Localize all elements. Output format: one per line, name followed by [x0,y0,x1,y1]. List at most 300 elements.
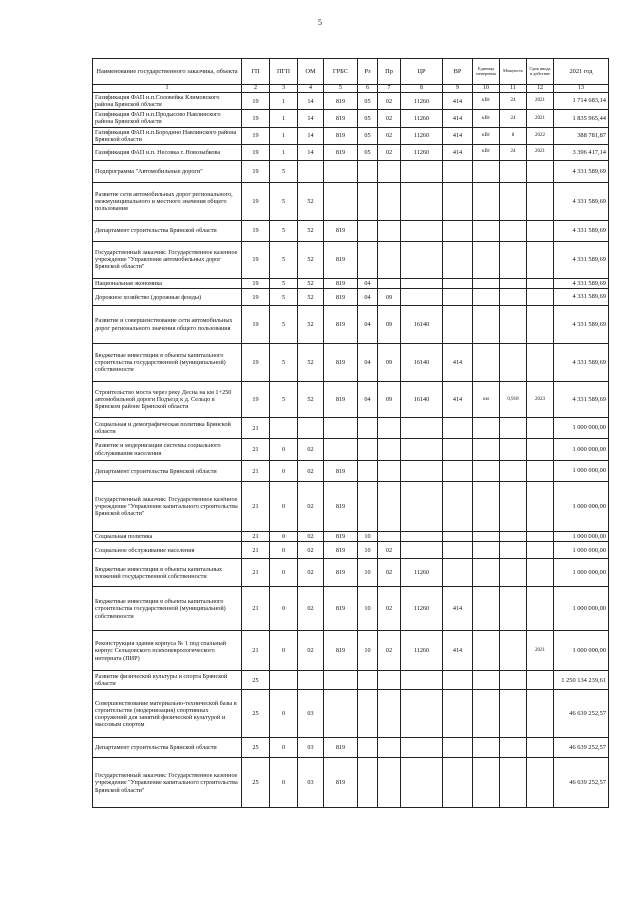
cell-pr: 09 [378,344,401,382]
cell-vr [443,690,473,738]
cell-pr: 02 [378,93,401,110]
cell-amount: 1 835 965,44 [554,110,609,127]
col-number: 8 [401,85,443,93]
table-row [93,758,609,808]
cell-om: 02 [298,542,324,559]
cell-pr [378,671,401,690]
cell-gp: 21 [242,439,270,461]
cell-pgp: 5 [270,182,298,220]
cell-gp: 21 [242,461,270,482]
cell-cr: 11260 [401,144,443,160]
cell-om: 14 [298,144,324,160]
cell-grbs: 819 [324,127,358,144]
cell-pgp: 5 [270,382,298,418]
cell-vr [443,461,473,482]
row-name: Газификация ФАП н.п.Бородино Навлинского района Брянской области [93,127,242,144]
cell-unit [473,289,500,306]
row-name: Дорожное хозяйство (дорожные фонды) [93,289,242,306]
cell-rz [358,241,378,278]
cell-power [500,289,527,306]
cell-om [298,418,324,439]
cell-rz: 05 [358,93,378,110]
cell-unit [473,241,500,278]
cell-pgp [270,418,298,439]
cell-cr: 11260 [401,587,443,631]
cell-vr [443,671,473,690]
cell-vr [443,220,473,241]
cell-pgp: 0 [270,542,298,559]
cell-rz [358,482,378,532]
cell-unit [473,758,500,808]
cell-om [298,160,324,182]
header-rz: Рз [358,59,378,85]
cell-om: 52 [298,382,324,418]
cell-rz [358,758,378,808]
cell-term [527,542,554,559]
cell-grbs [324,690,358,738]
cell-unit [473,278,500,288]
col-number: 3 [270,85,298,93]
table-row [93,220,609,241]
cell-grbs [324,439,358,461]
cell-pgp: 0 [270,461,298,482]
cell-pr [378,278,401,288]
cell-rz: 10 [358,532,378,542]
cell-gp: 19 [242,241,270,278]
cell-pgp [270,671,298,690]
row-name: Бюджетные инвестиции в объекты капитального строительства государственной (муниципальной) собственности [93,587,242,631]
col-number: 9 [443,85,473,93]
cell-term [527,482,554,532]
cell-grbs [324,418,358,439]
cell-gp: 19 [242,278,270,288]
cell-unit [473,344,500,382]
cell-pr [378,182,401,220]
cell-cr: 11260 [401,631,443,671]
row-name: Развитие и модернизация системы социального обслуживания населения [93,439,242,461]
cell-rz [358,418,378,439]
cell-pr: 02 [378,587,401,631]
cell-unit [473,182,500,220]
cell-term [527,532,554,542]
cell-pr: 02 [378,144,401,160]
cell-vr: 414 [443,93,473,110]
cell-grbs: 819 [324,559,358,587]
cell-rz [358,220,378,241]
cell-unit [473,671,500,690]
table-row [93,382,609,418]
row-name: Газификация ФАП н.п.Соловейка Климовского района Брянской области [93,93,242,110]
header-vr: ВР [443,59,473,85]
cell-om: 02 [298,559,324,587]
cell-pgp: 5 [270,306,298,344]
cell-vr: 414 [443,382,473,418]
cell-unit [473,461,500,482]
header-grbs: ГРБС [324,59,358,85]
row-name: Департамент строительства Брянской области [93,738,242,758]
cell-grbs: 819 [324,93,358,110]
cell-unit: кВт [473,110,500,127]
cell-pr [378,738,401,758]
cell-grbs [324,160,358,182]
cell-term [527,182,554,220]
cell-pgp: 5 [270,278,298,288]
cell-pgp: 1 [270,144,298,160]
table-row [93,289,609,306]
table-row [93,738,609,758]
cell-power [500,278,527,288]
cell-pr [378,690,401,738]
cell-pr: 02 [378,110,401,127]
cell-gp: 19 [242,382,270,418]
cell-term [527,559,554,587]
header-gp: ГП [242,59,270,85]
cell-pgp: 1 [270,127,298,144]
cell-vr: 414 [443,344,473,382]
cell-om: 03 [298,738,324,758]
cell-unit: кВт [473,93,500,110]
cell-term [527,160,554,182]
cell-pgp: 0 [270,631,298,671]
cell-om: 14 [298,110,324,127]
cell-pgp: 5 [270,241,298,278]
cell-vr [443,559,473,587]
cell-gp: 21 [242,482,270,532]
cell-gp: 19 [242,144,270,160]
cell-amount: 1 000 000,00 [554,482,609,532]
cell-rz [358,738,378,758]
cell-power: 24 [500,144,527,160]
cell-cr: 11260 [401,110,443,127]
table-row [93,144,609,160]
table-row [93,182,609,220]
col-number: 6 [358,85,378,93]
cell-gp: 19 [242,182,270,220]
cell-amount: 1 000 000,00 [554,587,609,631]
cell-term [527,439,554,461]
cell-power: 24 [500,93,527,110]
cell-pr: 09 [378,382,401,418]
cell-gp: 21 [242,587,270,631]
cell-unit [473,587,500,631]
col-number: 2 [242,85,270,93]
row-name: Социальная и демографическая политика Брянской области [93,418,242,439]
col-number: 10 [473,85,500,93]
cell-om: 52 [298,278,324,288]
cell-vr: 414 [443,127,473,144]
cell-pgp: 5 [270,160,298,182]
row-name: Развитие и совершенствование сети автомобильных дорог регионального значения общего пользования [93,306,242,344]
cell-vr [443,532,473,542]
cell-amount: 46 639 252,57 [554,690,609,738]
cell-cr [401,182,443,220]
table-row [93,110,609,127]
cell-term: 2021 [527,144,554,160]
cell-power [500,344,527,382]
cell-om [298,671,324,690]
cell-pgp: 5 [270,344,298,382]
cell-vr [443,439,473,461]
cell-amount: 46 639 252,57 [554,758,609,808]
cell-power [500,671,527,690]
cell-pgp: 0 [270,559,298,587]
row-name: Бюджетные инвестиции в объекты капитальных вложений государственной собственности [93,559,242,587]
cell-power [500,559,527,587]
header-pr: Пр [378,59,401,85]
cell-term [527,461,554,482]
cell-cr: 16140 [401,344,443,382]
cell-grbs: 819 [324,482,358,532]
col-number: 1 [93,85,242,93]
cell-pgp: 0 [270,738,298,758]
page-number: 5 [318,18,322,27]
cell-grbs: 819 [324,738,358,758]
cell-pr [378,758,401,808]
cell-vr [443,182,473,220]
table-row [93,542,609,559]
cell-cr [401,738,443,758]
cell-vr: 414 [443,631,473,671]
cell-vr [443,482,473,532]
cell-unit [473,532,500,542]
cell-om: 52 [298,241,324,278]
cell-unit [473,439,500,461]
cell-rz: 10 [358,559,378,587]
table-row [93,587,609,631]
cell-rz: 10 [358,587,378,631]
cell-amount: 4 331 589,69 [554,289,609,306]
table-row [93,532,609,542]
cell-power [500,482,527,532]
table-row [93,278,609,288]
cell-pgp: 1 [270,93,298,110]
cell-om: 02 [298,482,324,532]
cell-unit [473,542,500,559]
cell-rz [358,160,378,182]
cell-power [500,587,527,631]
cell-vr [443,306,473,344]
cell-cr [401,160,443,182]
col-number: 5 [324,85,358,93]
row-name: Строительство моста через реку Десна на км 1+250 автомобильной дороги Подъезд к д. Сельцо в Брянском районе Брянской области [93,382,242,418]
cell-grbs: 819 [324,278,358,288]
cell-amount: 1 000 000,00 [554,631,609,671]
cell-term: 2021 [527,631,554,671]
cell-gp: 25 [242,758,270,808]
cell-pr [378,241,401,278]
cell-gp: 21 [242,532,270,542]
cell-unit [473,482,500,532]
cell-cr: 11260 [401,93,443,110]
table-row [93,461,609,482]
cell-amount: 4 331 589,69 [554,278,609,288]
cell-om: 02 [298,461,324,482]
cell-amount: 1 000 000,00 [554,559,609,587]
cell-power: 0,918 [500,382,527,418]
cell-cr [401,461,443,482]
cell-cr: 11260 [401,127,443,144]
cell-grbs: 819 [324,110,358,127]
cell-om: 14 [298,93,324,110]
cell-power [500,631,527,671]
cell-unit [473,418,500,439]
cell-grbs: 819 [324,220,358,241]
cell-term: 2021 [527,110,554,127]
cell-grbs: 819 [324,532,358,542]
cell-pgp: 1 [270,110,298,127]
cell-term [527,418,554,439]
col-number: 7 [378,85,401,93]
table-row [93,631,609,671]
cell-amount: 4 331 589,69 [554,160,609,182]
cell-rz: 10 [358,631,378,671]
cell-om: 14 [298,127,324,144]
cell-amount: 1 000 000,00 [554,418,609,439]
cell-cr: 11260 [401,559,443,587]
cell-cr [401,758,443,808]
cell-amount: 1 000 000,00 [554,532,609,542]
cell-rz: 04 [358,382,378,418]
cell-vr [443,738,473,758]
cell-cr [401,482,443,532]
cell-rz [358,690,378,738]
cell-amount: 1 000 000,00 [554,461,609,482]
col-number: 12 [527,85,554,93]
cell-cr [401,241,443,278]
cell-grbs: 819 [324,461,358,482]
cell-amount: 4 331 589,69 [554,241,609,278]
cell-gp: 21 [242,559,270,587]
cell-term [527,278,554,288]
cell-gp: 19 [242,93,270,110]
col-number: 11 [500,85,527,93]
cell-vr [443,241,473,278]
cell-term [527,220,554,241]
col-number: 4 [298,85,324,93]
cell-gp: 25 [242,738,270,758]
cell-pr [378,439,401,461]
column-number-row [93,85,609,93]
cell-power [500,220,527,241]
cell-rz [358,182,378,220]
cell-unit: кВт [473,127,500,144]
cell-power [500,182,527,220]
cell-pgp: 0 [270,690,298,738]
cell-vr [443,418,473,439]
cell-pr [378,220,401,241]
row-name: Государственный заказчик: Государственное казенное учреждение "Управление автомобильных дорог Брянской области" [93,241,242,278]
cell-cr [401,690,443,738]
cell-vr [443,289,473,306]
cell-amount: 1 250 134 239,61 [554,671,609,690]
cell-power [500,241,527,278]
cell-cr [401,278,443,288]
cell-gp: 21 [242,542,270,559]
cell-pr [378,532,401,542]
cell-grbs [324,671,358,690]
cell-pr: 02 [378,559,401,587]
cell-term [527,690,554,738]
cell-cr: 16140 [401,306,443,344]
cell-power [500,418,527,439]
cell-om: 03 [298,758,324,808]
cell-power [500,439,527,461]
header-year: 2021 год [554,59,609,85]
cell-amount: 1 000 000,00 [554,542,609,559]
cell-vr [443,278,473,288]
cell-vr [443,542,473,559]
cell-pr: 02 [378,542,401,559]
cell-gp: 19 [242,289,270,306]
table-row [93,559,609,587]
cell-amount: 4 331 589,69 [554,306,609,344]
row-name: Газификация ФАП н.п. Несовка г. Новозыбкова [93,144,242,160]
header-unit: Единица измерения [473,59,500,85]
cell-unit [473,160,500,182]
cell-om: 02 [298,439,324,461]
cell-gp: 19 [242,160,270,182]
cell-amount: 4 331 589,69 [554,220,609,241]
cell-power [500,532,527,542]
cell-cr [401,220,443,241]
cell-pr [378,418,401,439]
cell-pr: 09 [378,289,401,306]
table-row [93,671,609,690]
cell-pgp: 0 [270,439,298,461]
cell-cr: 16140 [401,382,443,418]
cell-rz: 05 [358,110,378,127]
cell-rz: 10 [358,542,378,559]
budget-table [92,58,609,808]
cell-amount: 3 396 417,14 [554,144,609,160]
row-name: Государственный заказчик: Государственное казенное учреждение "Управление капитального строительства Брянской области" [93,758,242,808]
row-name: Бюджетные инвестиции в объекты капитального строительства государственной (муниципальной) собственности [93,344,242,382]
row-name: Социальная политика [93,532,242,542]
cell-unit: кВт [473,144,500,160]
cell-om: 52 [298,344,324,382]
cell-unit [473,631,500,671]
cell-term: 2021 [527,93,554,110]
table-row [93,690,609,738]
cell-power [500,690,527,738]
cell-pgp: 0 [270,482,298,532]
table-row [93,127,609,144]
header-power: Мощность [500,59,527,85]
cell-rz [358,439,378,461]
row-name: Развитие физической культуры и спорта Брянской области [93,671,242,690]
table-row [93,93,609,110]
cell-power: 8 [500,127,527,144]
cell-rz: 04 [358,289,378,306]
cell-term [527,306,554,344]
cell-grbs: 819 [324,587,358,631]
table-row [93,344,609,382]
cell-pgp: 0 [270,532,298,542]
cell-power [500,758,527,808]
cell-power [500,461,527,482]
cell-term [527,738,554,758]
cell-unit [473,738,500,758]
cell-gp: 19 [242,306,270,344]
cell-vr [443,160,473,182]
cell-om: 02 [298,631,324,671]
cell-unit: км [473,382,500,418]
cell-pr: 02 [378,631,401,671]
cell-unit [473,220,500,241]
cell-gp: 19 [242,127,270,144]
cell-amount: 4 331 589,69 [554,382,609,418]
cell-term [527,241,554,278]
